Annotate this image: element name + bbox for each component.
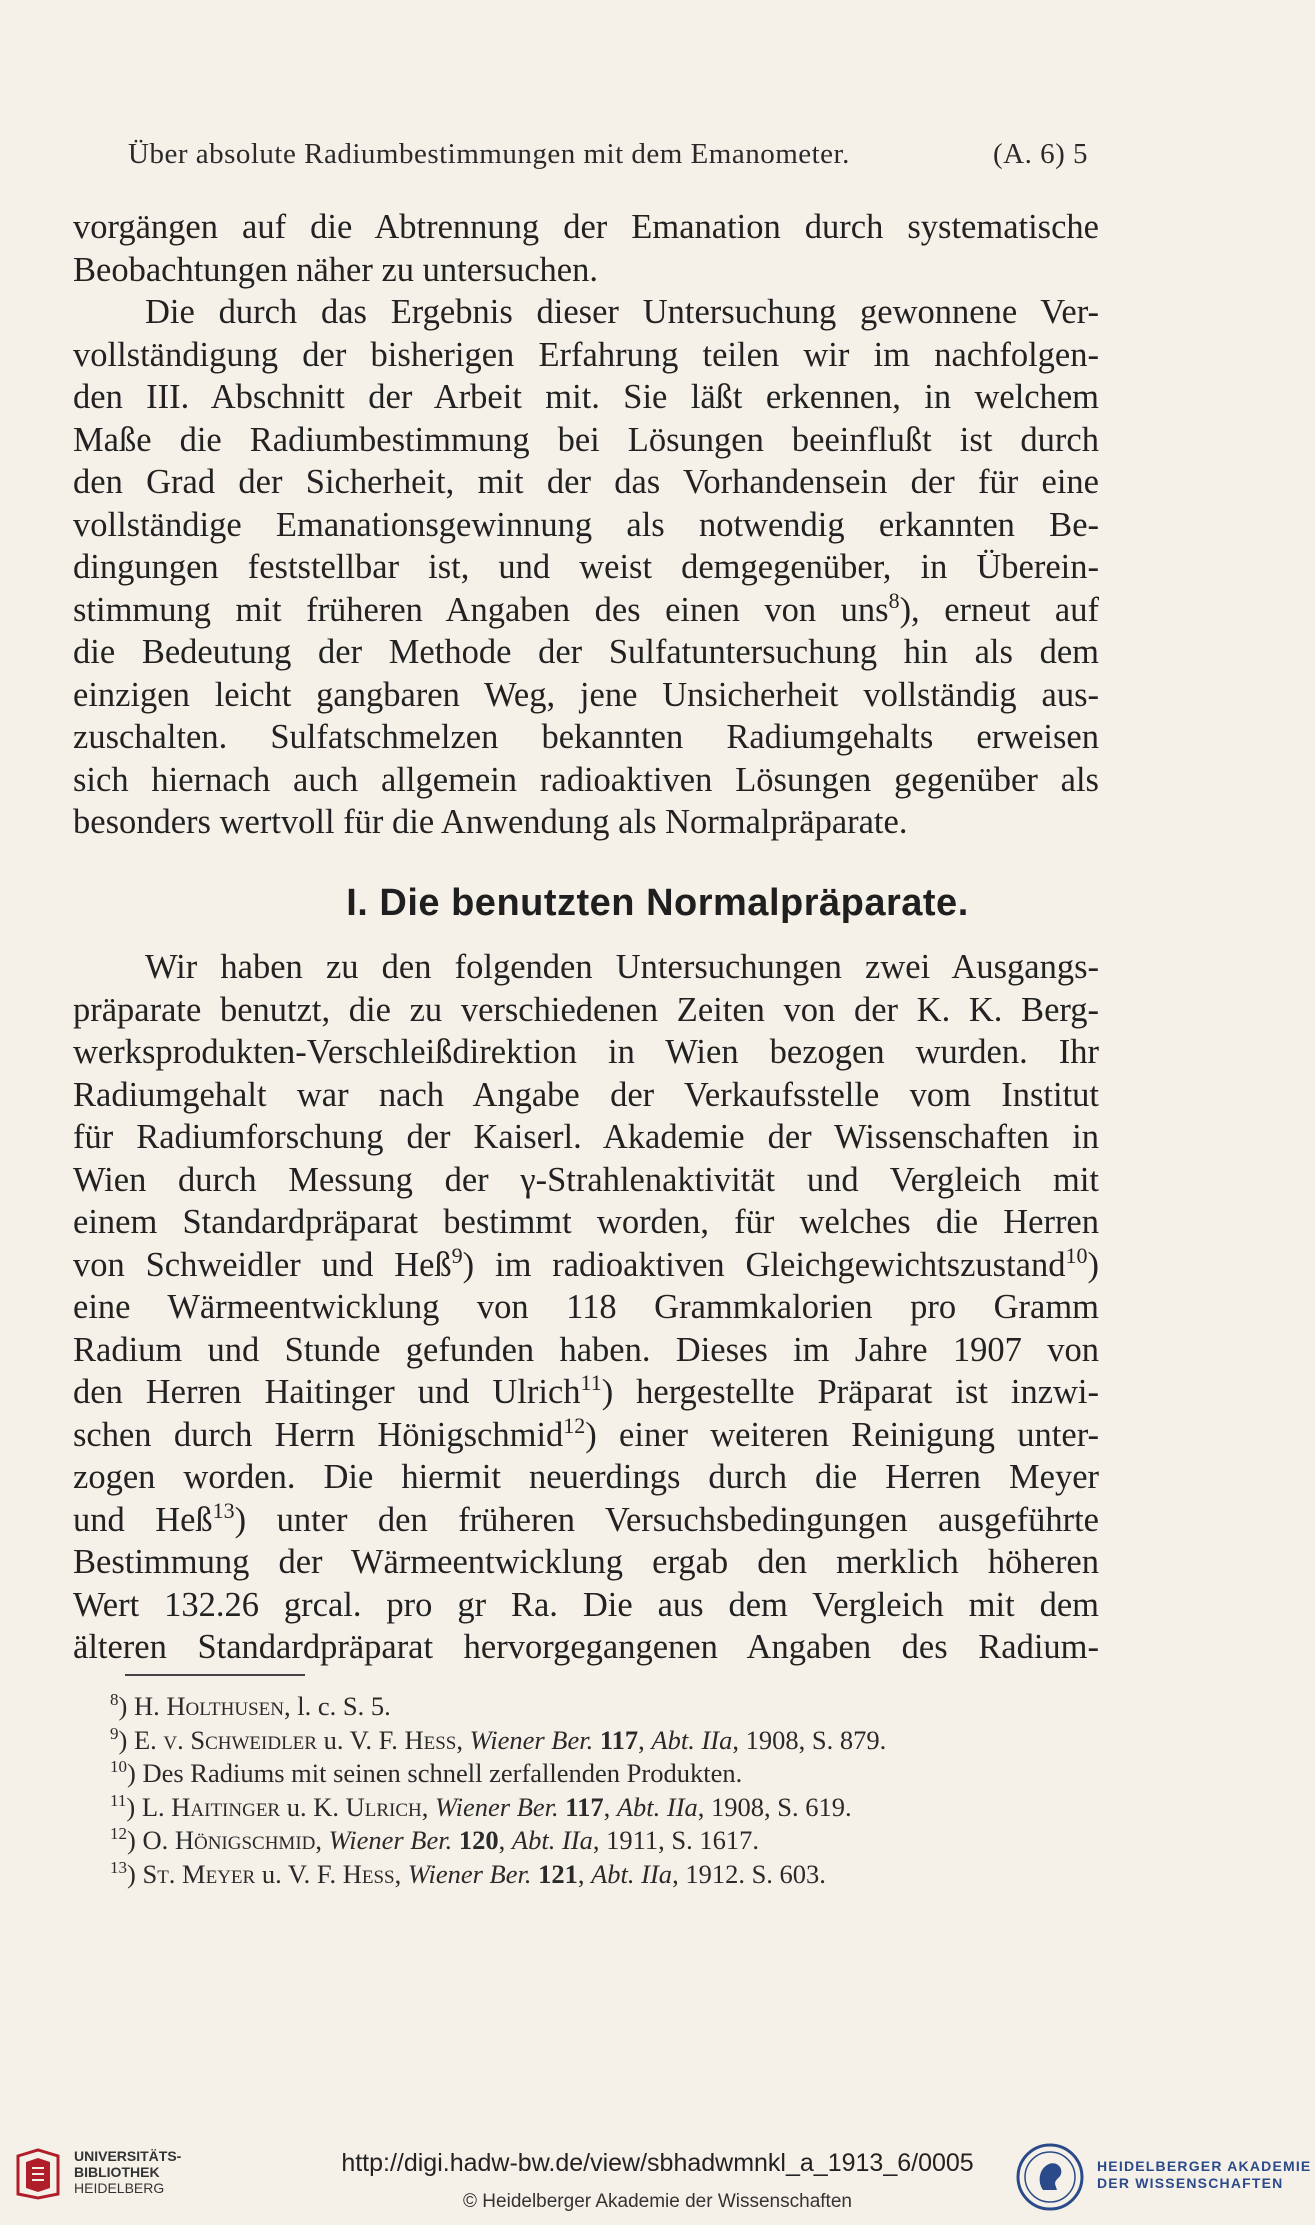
text-line: einem Standardpräparat bestimmt worden, für welches die Herren: [73, 1203, 1099, 1241]
footnote-8: $^8$) H. Holthusen, l. c. S. 5.: [110, 1690, 391, 1721]
academy-seal-icon: [1015, 2142, 1085, 2212]
footnote-text: u. K.: [280, 1791, 346, 1822]
text-line: die Bedeutung der Methode der Sulfatuntersuchung hin als dem: [73, 633, 1099, 671]
footnote-journal: Wiener Ber.: [328, 1825, 453, 1855]
footnote-number: 11: [110, 1790, 127, 1810]
text-line: [73, 1244, 1099, 1287]
footnote-author: Ulrich: [345, 1791, 422, 1822]
footnote-text: , 1911, S. 1617.: [592, 1825, 759, 1855]
text-line: Bestimmung der Wärmeentwicklung ergab den merklich höheren: [73, 1543, 1099, 1581]
library-name-line: UNIVERSITÄTS-: [74, 2148, 182, 2164]
footnote-author: St. Meyer: [142, 1858, 256, 1889]
copyright-notice: © Heidelberger Akademie der Wissenschaften: [463, 2191, 852, 2212]
text-line: Maße die Radiumbestimmung bei Lösungen beeinflußt ist durch: [73, 420, 1099, 459]
text-line: Die durch das Ergebnis dieser Untersuchung gewonnene Ver-: [145, 293, 1099, 331]
text-line: eine Wärmeentwicklung von 118 Grammkalorien pro Gramm: [73, 1288, 1099, 1326]
text-segment: ) unter den früheren Versuchsbedingungen ausgeführte: [234, 1500, 1099, 1539]
footnote-volume: 121: [538, 1858, 578, 1889]
text-segment: von Schweidler und Heß: [73, 1245, 452, 1284]
footnote-text: , 1908, S. 879.: [732, 1724, 887, 1755]
footnote-13: $^{13}$) St. Meyer u. V. F. Hess, Wiener Ber. 121, Abt. IIa, 1912. S. 603.: [110, 1857, 826, 1889]
text-line: vorgängen auf die Abtrennung der Emanation durch systematische: [73, 208, 1099, 246]
text-line: Wert 132.26 grcal. pro gr Ra. Die aus dem Vergleich mit dem: [73, 1585, 1099, 1624]
footnote-journal: Wiener Ber.: [435, 1791, 559, 1822]
text-line: vollständigung der bisherigen Erfahrung teilen wir im nachfolgen-: [73, 335, 1099, 374]
text-line: den III. Abschnitt der Arbeit mit. Sie läßt erkennen, in welchem: [73, 378, 1099, 416]
academy-name-line: DER WISSENSCHAFTEN: [1097, 2175, 1284, 2191]
footnotes: [110, 1683, 1110, 1889]
text-segment: ), erneut auf: [899, 590, 1099, 629]
footnote-text: ,: [315, 1825, 329, 1855]
footnote-12: $^{12}$) O. Hönigschmid, Wiener Ber. 120, Abt. IIa, 1911, S. 1617.: [110, 1824, 759, 1855]
text-line: Wien durch Messung der γ-Strahlenaktivität und Vergleich mit: [73, 1160, 1099, 1199]
footnote-volume: 117: [599, 1724, 639, 1755]
footnote-number: 13: [110, 1857, 127, 1877]
footnote-ref: 11: [580, 1370, 602, 1395]
text-segment: schen durch Herrn Hönigschmid: [73, 1415, 564, 1454]
footnote-section: Abt. IIa: [511, 1825, 593, 1855]
footnote-number: 10: [110, 1757, 127, 1776]
footnote-author: L. Haitinger: [141, 1791, 281, 1822]
section-paragraph: [73, 946, 1099, 1669]
body-paragraphs: [73, 206, 1099, 844]
footnote-text: , 1912. S. 603.: [672, 1858, 826, 1889]
footnote-number: 12: [110, 1824, 127, 1843]
permalink[interactable]: http://digi.hadw-bw.de/view/sbhadwmnkl_a_1913_6/0005: [341, 2149, 974, 2177]
text-line: zuschalten. Sulfatschmelzen bekannten Radiumgehalts erweisen: [73, 718, 1099, 756]
text-line: dingungen feststellbar ist, und weist demgegenüber, in Überein-: [73, 548, 1099, 586]
library-name-line: BIBLIOTHEK: [74, 2164, 160, 2180]
footnote-author: Hess: [404, 1724, 457, 1755]
text-line: sich hiernach auch allgemein radioaktiven Lösungen gegenüber als: [73, 760, 1099, 799]
footnote-section: Abt. IIa: [651, 1724, 733, 1755]
section-heading: I. Die benutzten Normalpräparate.: [346, 882, 969, 924]
footnote-number: 8: [110, 1690, 119, 1709]
footnote-11: $^{11}$) L. Haitinger u. K. Ulrich, Wiener Ber. 117, Abt. IIa, 1908, S. 619.: [110, 1790, 852, 1822]
running-head-page-number: (A. 6) 5: [992, 138, 1088, 170]
library-name-line: HEIDELBERG: [74, 2180, 165, 2196]
text-line: präparate benutzt, die zu verschiedenen Zeiten von der K. K. Berg-: [73, 990, 1099, 1029]
footnote-author: E. v. Schweidler: [133, 1724, 317, 1755]
text-line: Beobachtungen näher zu untersuchen.: [73, 250, 598, 289]
text-line: [73, 1414, 1099, 1457]
text-segment: ): [1087, 1245, 1099, 1284]
text-line: [73, 1371, 1099, 1414]
text-line: besonders wertvoll für die Anwendung als Normalpräparate.: [73, 803, 908, 841]
footnote-number: 9: [110, 1723, 119, 1743]
footnote-section: Abt. IIa: [591, 1858, 673, 1889]
academy-name-line: HEIDELBERGER AKADEMIE: [1097, 2158, 1312, 2174]
footnote-author: O. Hönigschmid: [142, 1825, 316, 1855]
footnote-text: , 1908, S. 619.: [697, 1791, 852, 1822]
footnote-ref: 8: [888, 587, 900, 613]
footnote-journal: Wiener Ber.: [407, 1858, 532, 1889]
running-head-title: Über absolute Radiumbestimmungen mit dem Emanometer.: [128, 138, 850, 170]
footnote-volume: 117: [565, 1791, 604, 1822]
text-segment: und Heß: [73, 1500, 213, 1539]
text-line: [73, 589, 1099, 632]
academy-label: [1097, 2158, 1311, 2192]
footnote-ref: 12: [563, 1412, 586, 1438]
footnote-10: $^{10}$) Des Radiums mit seinen schnell zerfallenden Produkten.: [110, 1757, 743, 1788]
text-segment: ) im radioaktiven Gleichgewichtszustand: [462, 1245, 1066, 1284]
footnote-ref: 10: [1065, 1242, 1088, 1268]
text-line: zogen worden. Die hiermit neuerdings durch die Herren Meyer: [73, 1458, 1099, 1496]
text-line: Wir haben zu den folgenden Untersuchungen zwei Ausgangs-: [145, 948, 1099, 986]
footnote-section: Abt. IIa: [616, 1791, 698, 1822]
footnote-journal: Wiener Ber.: [469, 1724, 594, 1755]
footnote-ref: 9: [451, 1242, 463, 1268]
text-segment: stimmung mit früheren Angaben des einen von uns: [73, 590, 889, 629]
text-line: Radiumgehalt war nach Angabe der Verkaufsstelle vom Institut: [73, 1075, 1099, 1114]
text-line: für Radiumforschung der Kaiserl. Akademie der Wissenschaften in: [73, 1118, 1099, 1156]
text-line: einzigen leicht gangbaren Weg, jene Unsicherheit vollständig aus-: [73, 675, 1099, 714]
footnote-ref: 13: [212, 1497, 235, 1523]
footnote-9: $^9$) E. v. Schweidler u. V. F. Hess, Wiener Ber. 117, Abt. IIa, 1908, S. 879.: [110, 1723, 887, 1755]
footnote-text: u. V. F.: [316, 1724, 405, 1755]
text-line: [73, 1499, 1099, 1542]
footnote-divider: [125, 1674, 305, 1676]
text-segment: ) hergestellte Präparat ist inzwi-: [601, 1373, 1099, 1411]
footnote-volume: 120: [458, 1825, 499, 1855]
footnote-text: u. V. F.: [255, 1858, 343, 1889]
footnote-author: Hess: [342, 1858, 395, 1889]
text-segment: den Herren Haitinger und Ulrich: [73, 1373, 581, 1411]
footnote-text: , l. c. S. 5.: [284, 1691, 391, 1721]
text-line: Radium und Stunde gefunden haben. Dieses im Jahre 1907 von: [73, 1330, 1099, 1369]
footnote-text: ,: [456, 1724, 470, 1755]
footnote-text: ,: [421, 1791, 436, 1822]
footnote-text: ,: [394, 1858, 408, 1889]
text-line: werksprodukten-Verschleißdirektion in Wien bezogen wurden. Ihr: [73, 1033, 1099, 1071]
footnote-text: Des Radiums mit seinen schnell zerfallenden Produkten.: [142, 1758, 743, 1788]
text-line: älteren Standardpräparat hervorgegangenen Angaben des Radium-: [73, 1628, 1099, 1666]
text-line: den Grad der Sicherheit, mit der das Vorhandensein der für eine: [73, 463, 1099, 501]
text-segment: ) einer weiteren Reinigung unter-: [585, 1415, 1099, 1454]
text-line: vollständige Emanationsgewinnung als notwendig erkannten Be-: [73, 505, 1099, 544]
footnote-author: H. Holthusen: [133, 1691, 285, 1721]
